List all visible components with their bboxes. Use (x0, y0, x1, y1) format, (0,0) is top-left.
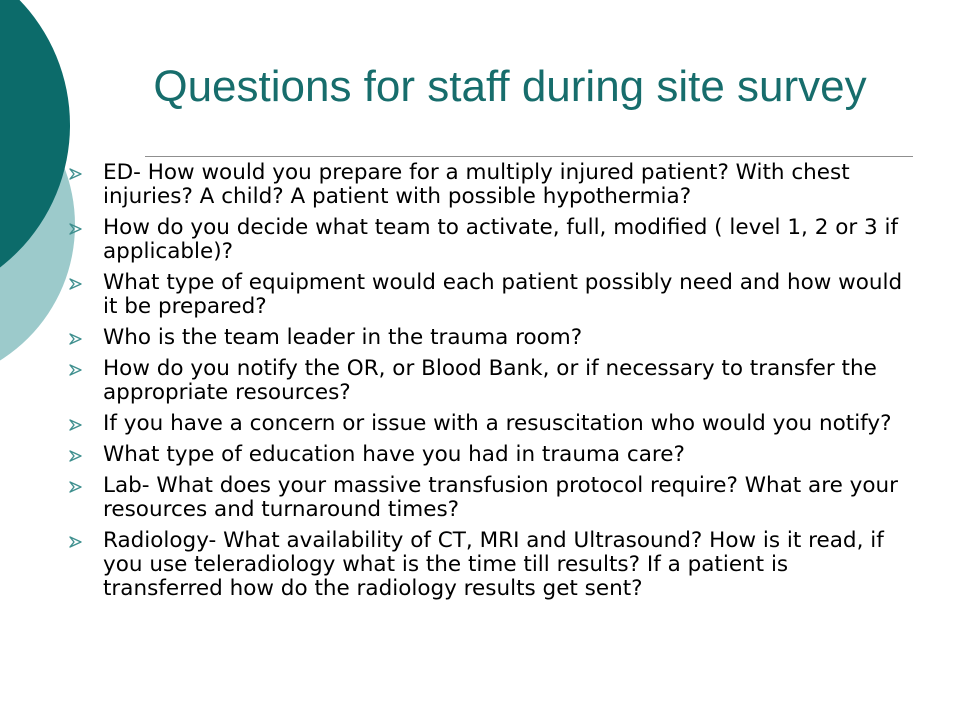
bullet-text: Lab- What does your massive transfusion protocol require? What are your resources and turnaround times? (103, 473, 898, 522)
hollow-chevron-bullet-icon (69, 536, 82, 548)
bullet-text: ED- How would you prepare for a multiply injured patient? With chest injuries? A child? A patient with possible hypothermia? (103, 160, 850, 209)
bullet-text: Who is the team leader in the trauma room? (103, 325, 583, 350)
bullet-text: What type of education have you had in trauma care? (103, 442, 685, 467)
hollow-chevron-bullet-icon (69, 364, 82, 376)
hollow-chevron-bullet-icon (69, 481, 82, 493)
hollow-chevron-bullet-icon (69, 419, 82, 431)
hollow-chevron-bullet-icon (69, 278, 82, 290)
bullet-text: How do you decide what team to activate, full, modified ( level 1, 2 or 3 if applicable)? (103, 215, 899, 264)
bullet-item (64, 474, 914, 522)
bullet-item (64, 271, 914, 319)
bullet-item (64, 412, 914, 436)
bullet-item (64, 161, 914, 209)
hollow-chevron-bullet-icon (69, 333, 82, 345)
hollow-chevron-bullet-icon (69, 450, 82, 462)
hollow-chevron-bullet-icon (69, 168, 82, 180)
bullet-text: Radiology- What availability of CT, MRI and Ultrasound? How is it read, if you use teleradiology what is the time till results? If a patient is transferred how do the radiology results get sent? (103, 528, 884, 601)
title-divider (145, 156, 913, 157)
bullet-item (64, 216, 914, 264)
bullet-item (64, 326, 914, 350)
bullet-text: How do you notify the OR, or Blood Bank, or if necessary to transfer the appropriate resources? (103, 356, 877, 405)
bullet-text: What type of equipment would each patient possibly need and how would it be prepared? (103, 270, 903, 319)
hollow-chevron-bullet-icon (69, 223, 82, 235)
bullet-item (64, 529, 914, 601)
bullet-item (64, 443, 914, 467)
bullet-text: If you have a concern or issue with a resuscitation who would you notify? (103, 411, 892, 436)
bullet-list (64, 161, 914, 608)
slide-title: Questions for staff during site survey (153, 62, 867, 111)
bullet-item (64, 357, 914, 405)
